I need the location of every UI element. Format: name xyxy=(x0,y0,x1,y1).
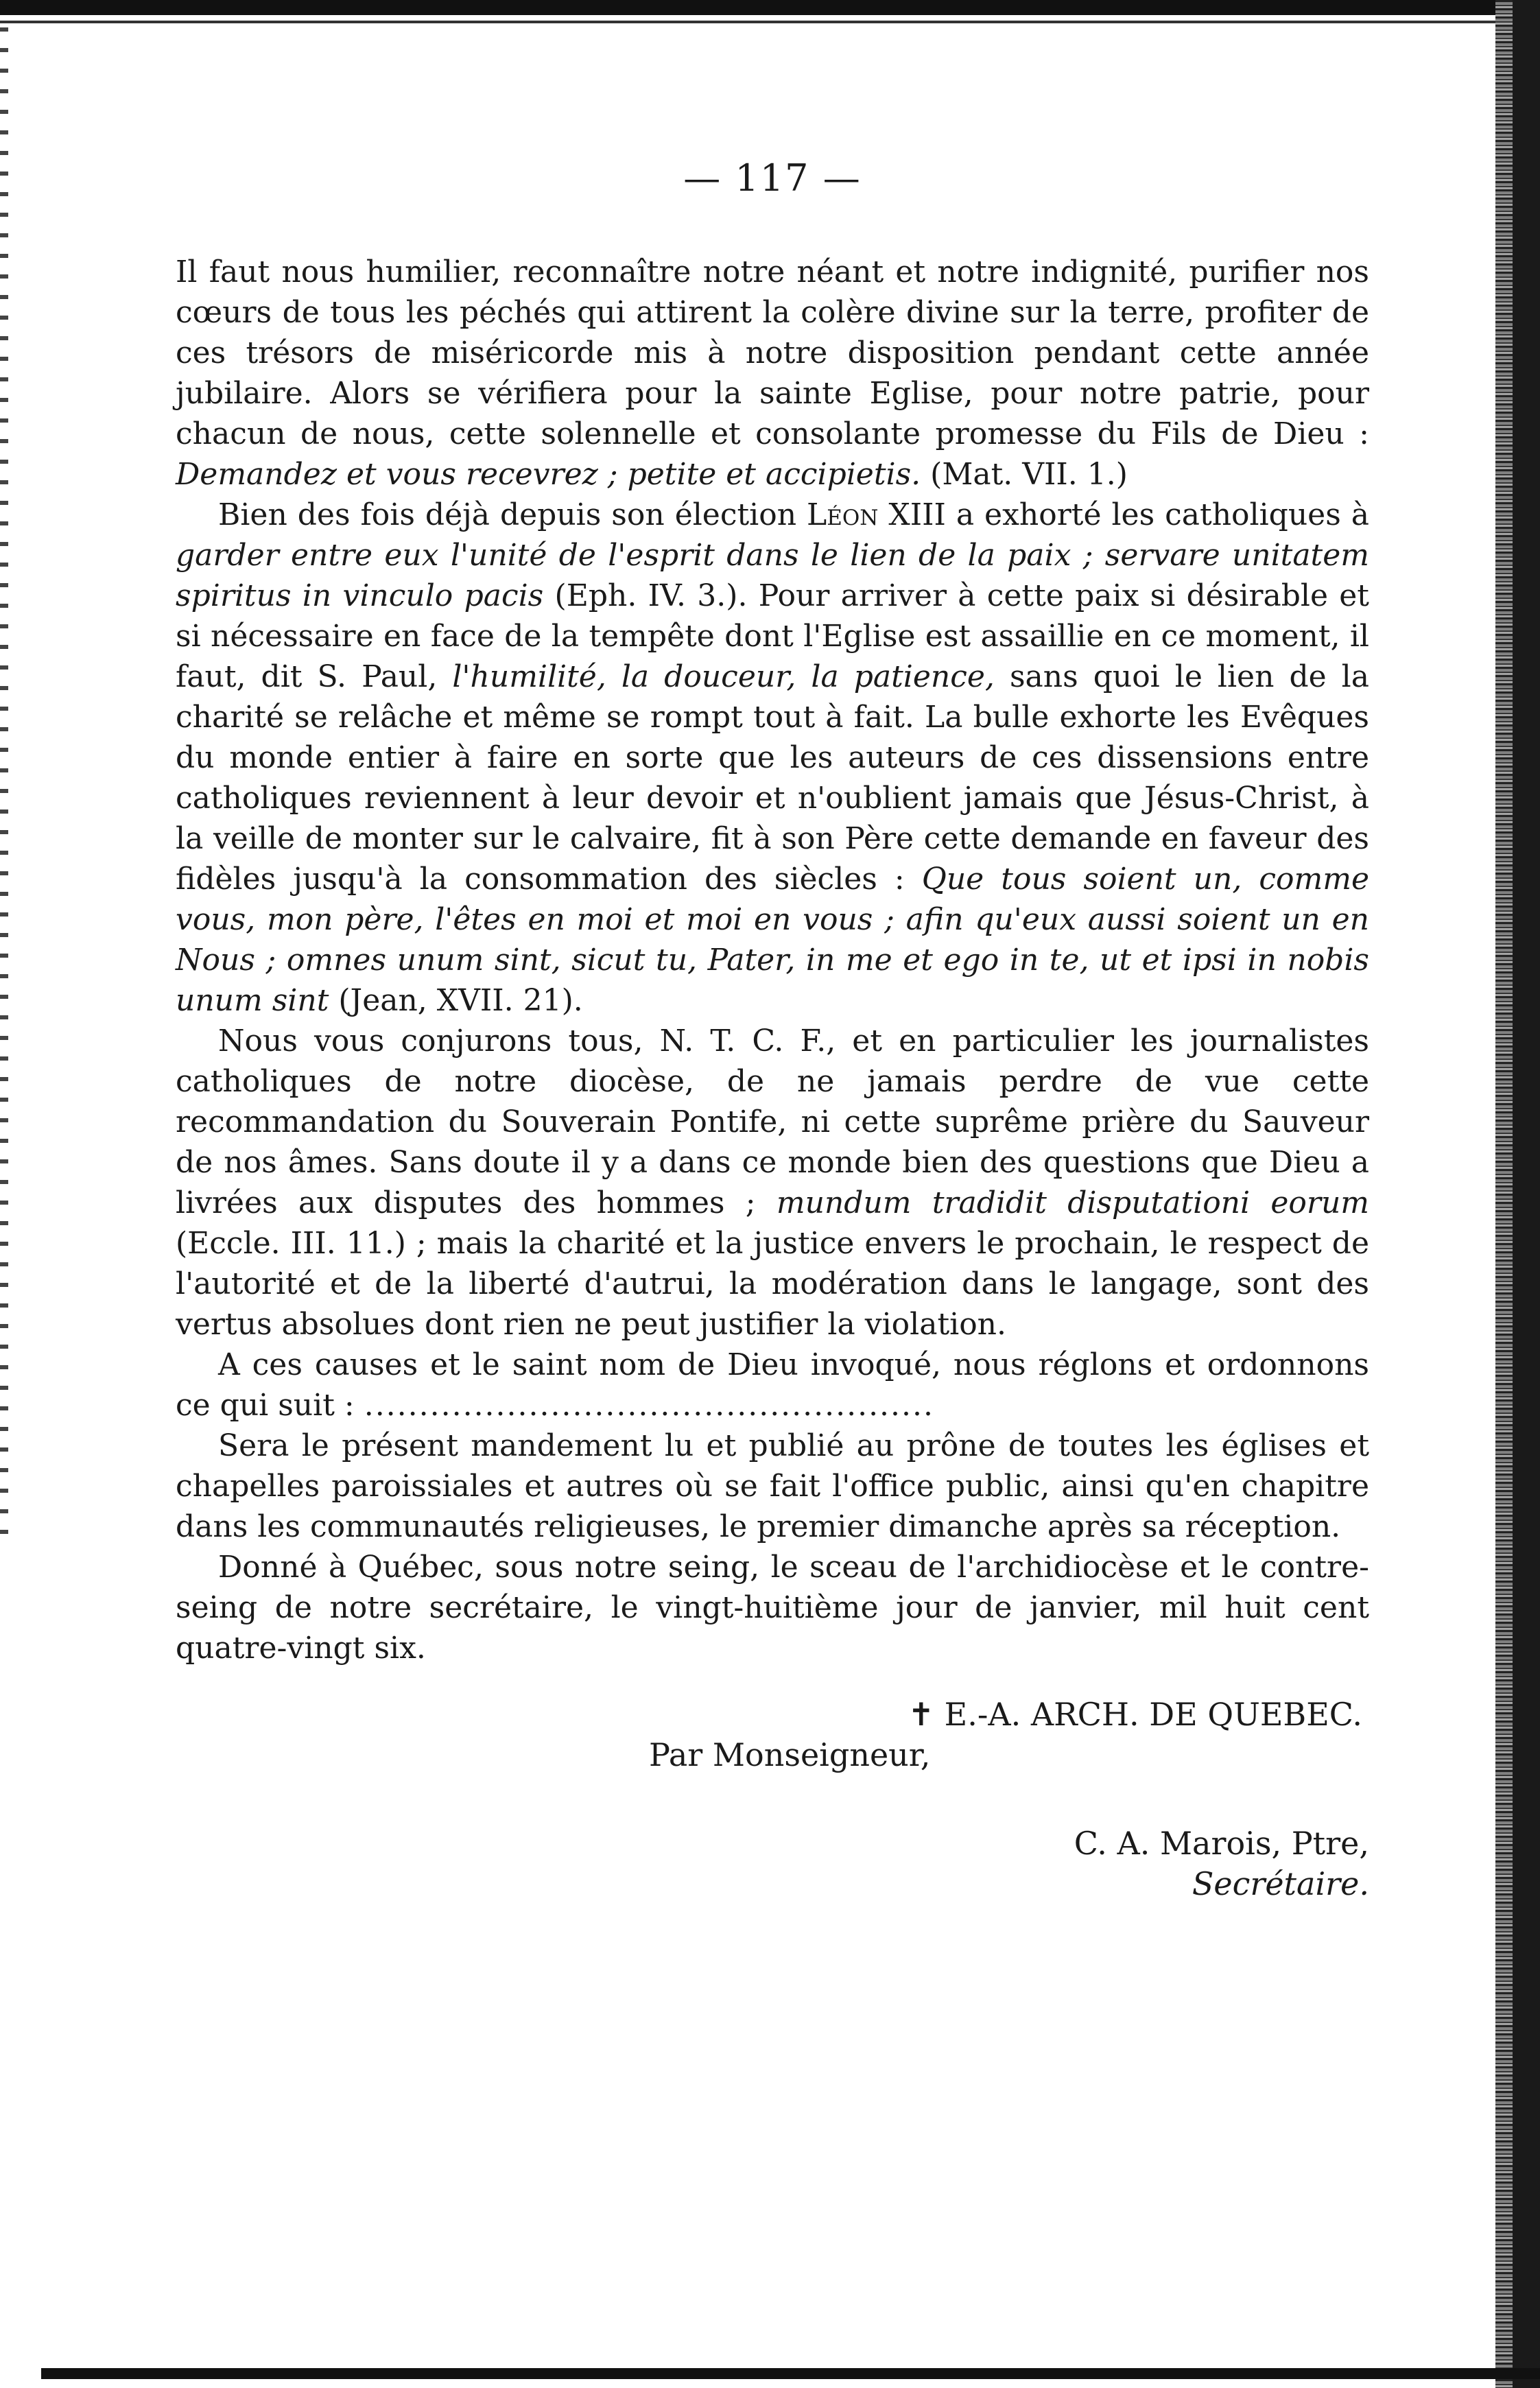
scan-border-right-dark xyxy=(1513,0,1540,2388)
paragraph-3-quote: mundum tradidit disputationi eorum xyxy=(776,1185,1369,1220)
paragraph-4-text: A ces causes et le saint nom de Dieu invoqué, nous réglons et ordonnons ce qui suit : xyxy=(176,1347,1369,1423)
paragraph-4 xyxy=(176,1345,1369,1426)
dot-leader: .................................................... xyxy=(364,1388,934,1423)
paragraph-2-citation: (Jean, XVII. 21). xyxy=(329,983,583,1018)
paragraph-2 xyxy=(176,495,1369,1021)
secretary-name: C. A. Marois, Ptre, xyxy=(1074,1825,1369,1862)
paragraph-2-quote-2: l'humilité, la douceur, la patience, xyxy=(452,659,995,694)
secretary-title: Secrétaire. xyxy=(1192,1865,1369,1902)
paragraph-1-quote: Demandez et vous recevrez ; petite et accipietis. xyxy=(176,457,921,492)
paragraph-1 xyxy=(176,252,1369,495)
par-monseigneur: Par Monseigneur, xyxy=(649,1736,931,1773)
pope-name: Léon xyxy=(807,497,879,532)
document-page xyxy=(176,158,1369,1904)
scan-border-bottom xyxy=(41,2368,1540,2379)
paragraph-2-text-a: Bien des fois déjà depuis son élection xyxy=(218,497,807,532)
paragraph-6: Donné à Québec, sous notre seing, le sceau de l'archidiocèse et le contre-seing de notre secrétaire, le vingt-huitième jour de janvier, mil huit cent quatre-vingt six. xyxy=(176,1550,1369,1666)
scan-border-line xyxy=(0,21,1509,23)
paragraph-3 xyxy=(176,1021,1369,1345)
paragraph-3-text-a: Nous vous conjurons tous, N. T. C. F., et en particulier les journalistes catholiques de notre diocèse, de ne jamais perdre de vue cette recommandation du Souverain Pontife, ni cette suprême prière du Sauveur de nos âmes. Sans doute il y a dans ce monde bien des questions que Dieu a livrées aux disputes des hommes ; xyxy=(176,1024,1369,1220)
paragraph-3-text-b: (Eccle. III. 11.) ; mais la charité et la justice envers le prochain, le respect de l'autorité et de la liberté d'autrui, la modération dans le langage, sont des vertus absolues dont rien ne peut justifier la violation. xyxy=(176,1226,1369,1342)
paragraph-2-text-d: sans quoi le lien de la charité se relâche et même se rompt tout à fait. La bulle exhorte les Evêques du monde entier à faire en sorte que les auteurs de ces dissensions entre catholiques reviennent à leur devoir et n'oublient jamais que Jésus-Christ, à la veille de monter sur le calvaire, fit à son Père cette demande en faveur des fidèles jusqu'à la consommation des siècles : xyxy=(176,659,1369,897)
paragraph-2-quote-3: Que tous soient un, comme vous, mon père, l'êtes en moi et moi en vous ; afin qu'eux aussi soient un en Nous ; omnes unum sint, sicut tu, Pater, in me et ego in te, ut et ipsi in nobis unum sint xyxy=(176,862,1370,1018)
paragraph-1-citation: (Mat. VII. 1.) xyxy=(921,457,1128,492)
paragraph-1-text: Il faut nous humilier, reconnaître notre néant et notre indignité, purifier nos cœurs de tous les péchés qui attirent la colère divine sur la terre, profiter de ces trésors de miséricorde mis à notre disposition pendant cette année jubilaire. Alors se vérifiera pour la sainte Eglise, pour notre patrie, pour chacun de nous, cette solennelle et consolante promesse du Fils de Dieu : xyxy=(176,255,1369,451)
scan-border-left xyxy=(0,27,8,1537)
paragraph-2-text-b: XIII a exhorté les catholiques à xyxy=(878,497,1369,532)
page-number: — 117 — xyxy=(683,156,862,200)
paragraph-2-quote-1: garder entre eux l'unité de l'esprit dans le lien de la paix ; servare unitatem spiritus in vinculo pacis xyxy=(176,538,1369,613)
scan-border-top xyxy=(0,0,1540,15)
paragraph-5: Sera le présent mandement lu et publié au prône de toutes les églises et chapelles paroissiales et autres où se fait l'office public, ainsi qu'en chapitre dans les communautés religieuses, le premier dimanche après sa réception. xyxy=(176,1428,1369,1544)
paragraph-2-text-c: (Eph. IV. 3.). Pour arriver à cette paix si désirable et si nécessaire en face de la tempête dont l'Eglise est assaillie en ce moment, il faut, dit S. Paul, xyxy=(176,578,1369,694)
archbishop-signature: ✝ E.-A. ARCH. DE QUEBEC. xyxy=(908,1696,1362,1733)
